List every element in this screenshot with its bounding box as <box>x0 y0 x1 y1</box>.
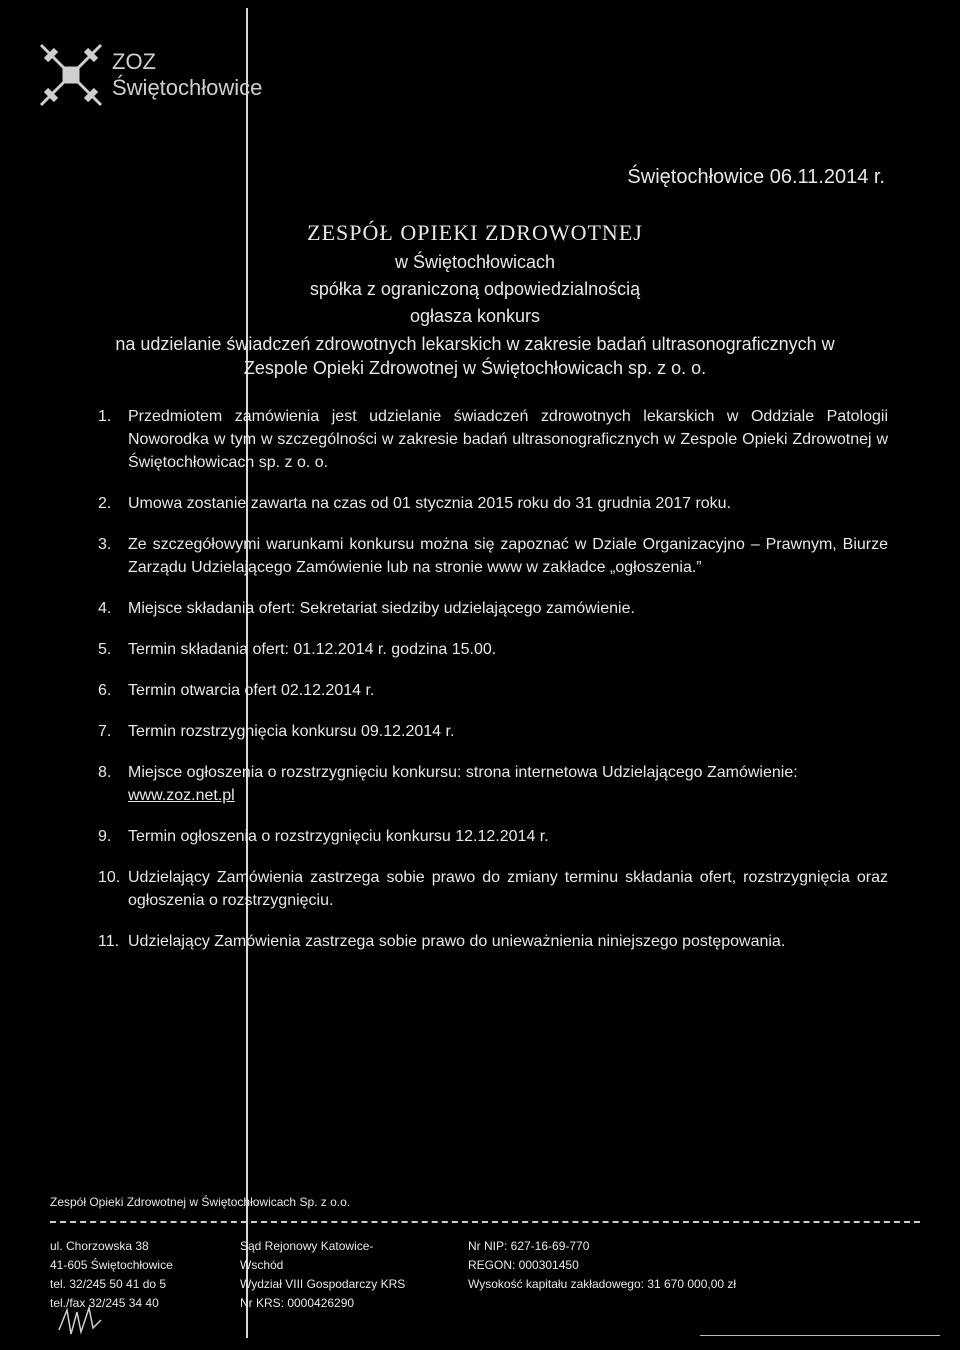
footer-company-name: Zespół Opieki Zdrowotnej w Świętochłowicach Sp. z o.o. <box>50 1195 351 1209</box>
item-text: Udzielający Zamówienia zastrzega sobie prawo do zmiany terminu składania ofert, rozstrzygnięcia oraz ogłoszenia o rozstrzygnięciu. <box>128 869 888 909</box>
item-text: Termin składania ofert: 01.12.2014 r. godzina 15.00. <box>128 641 497 658</box>
item-number: 4. <box>98 600 112 617</box>
signature <box>55 1300 105 1345</box>
footer-line: REGON: 000301450 <box>468 1258 579 1272</box>
signature-icon <box>55 1300 105 1340</box>
footer-line: Sąd Rejonowy Katowice- <box>240 1239 374 1253</box>
item-number: 7. <box>98 723 112 740</box>
footer-line: 41-605 Świętochłowice <box>50 1258 173 1272</box>
item-number: 10. <box>98 869 121 886</box>
list-item <box>98 405 888 474</box>
item-text: Miejsce składania ofert: Sekretariat siedziby udzielającego zamówienie. <box>128 600 635 617</box>
item-text: Termin rozstrzygnięcia konkursu 09.12.2014 r. <box>128 723 455 740</box>
footer-registry <box>240 1237 468 1313</box>
document-date: Świętochłowice 06.11.2014 r. <box>627 166 885 188</box>
list-item <box>98 720 888 743</box>
header-line2: w Świętochłowicach <box>394 252 556 272</box>
list-item <box>98 597 888 620</box>
logo <box>36 40 262 110</box>
website-link[interactable]: www.zoz.net.pl <box>128 787 235 804</box>
item-number: 5. <box>98 641 112 658</box>
item-number: 3. <box>98 536 112 553</box>
item-text <box>128 761 888 807</box>
announcement-header <box>90 220 860 380</box>
header-line3: spółka z ograniczoną odpowiedzialnością <box>309 279 641 299</box>
item-number: 9. <box>98 828 112 845</box>
footer-divider <box>50 1221 920 1223</box>
footer-line: tel./fax 32/245 34 40 <box>50 1296 159 1310</box>
list-item <box>98 638 888 661</box>
logo-line1: ZOZ <box>112 49 156 74</box>
item-text: Przedmiotem zamówienia jest udzielanie świadczeń zdrowotnych lekarskich w Oddziale Patologii Noworodka w tym w szczególności w zakresie badań ultrasonograficznych w Zespole Opieki Zdrowotnej w Świętochłowicach sp. z o. o. <box>128 408 888 471</box>
organization-name: ZESPÓŁ OPIEKI ZDROWOTNEJ <box>307 220 643 245</box>
announcement-subject: na udzielanie świadczeń zdrowotnych lekarskich w zakresie badań ultrasonograficznych w Zespole Opieki Zdrowotnej w Świętochłowicach sp. z o. o. <box>115 334 835 378</box>
header-line4: ogłasza konkurs <box>409 306 541 326</box>
item-number: 6. <box>98 682 112 699</box>
list-item <box>98 679 888 702</box>
footer-line: Nr NIP: 627-16-69-770 <box>468 1239 590 1253</box>
company-footer <box>50 1195 920 1313</box>
item-number: 1. <box>98 408 112 425</box>
item-text: Udzielający Zamówienia zastrzega sobie prawo do unieważnienia niniejszego postępowania. <box>128 933 786 950</box>
footer-line: Wysokość kapitału zakładowego: 31 670 000,00 zł <box>468 1277 737 1291</box>
item-text: Ze szczegółowymi warunkami konkursu można się zapoznać w Dziale Organizacyjno – Prawnym, Biurze Zarządu Udzielającego Zamówienie lub na stronie www w zakładce „ogłoszenia.” <box>128 536 888 576</box>
list-item <box>98 761 888 807</box>
list-item <box>98 492 888 515</box>
list-item <box>98 930 888 953</box>
footer-line: tel. 32/245 50 41 do 5 <box>50 1277 167 1291</box>
item-text: Termin ogłoszenia o rozstrzygnięciu konkursu 12.12.2014 r. <box>128 828 549 845</box>
list-item <box>98 825 888 848</box>
zoz-logo-icon <box>36 40 106 110</box>
footer-line: Wydział VIII Gospodarczy KRS <box>240 1277 406 1291</box>
conditions-list <box>98 405 888 971</box>
list-item <box>98 866 888 912</box>
footer-tax-info <box>468 1237 918 1313</box>
item-number: 11. <box>98 933 120 950</box>
footer-line: ul. Chorzowska 38 <box>50 1239 149 1253</box>
item-number: 8. <box>98 764 112 781</box>
item-number: 2. <box>98 495 112 512</box>
bottom-rule <box>700 1335 940 1336</box>
item8-text: Miejsce ogłoszenia o rozstrzygnięciu konkursu: strona internetowa Udzielającego Zamówienie: <box>128 764 798 781</box>
item-text: Termin otwarcia ofert 02.12.2014 r. <box>128 682 375 699</box>
item-text: Umowa zostanie zawarta na czas od 01 stycznia 2015 roku do 31 grudnia 2017 roku. <box>128 495 732 512</box>
footer-line: Wschód <box>240 1258 284 1272</box>
list-item <box>98 533 888 579</box>
footer-line: Nr KRS: 0000426290 <box>240 1296 355 1310</box>
logo-line2: Świętochłowice <box>112 75 263 100</box>
